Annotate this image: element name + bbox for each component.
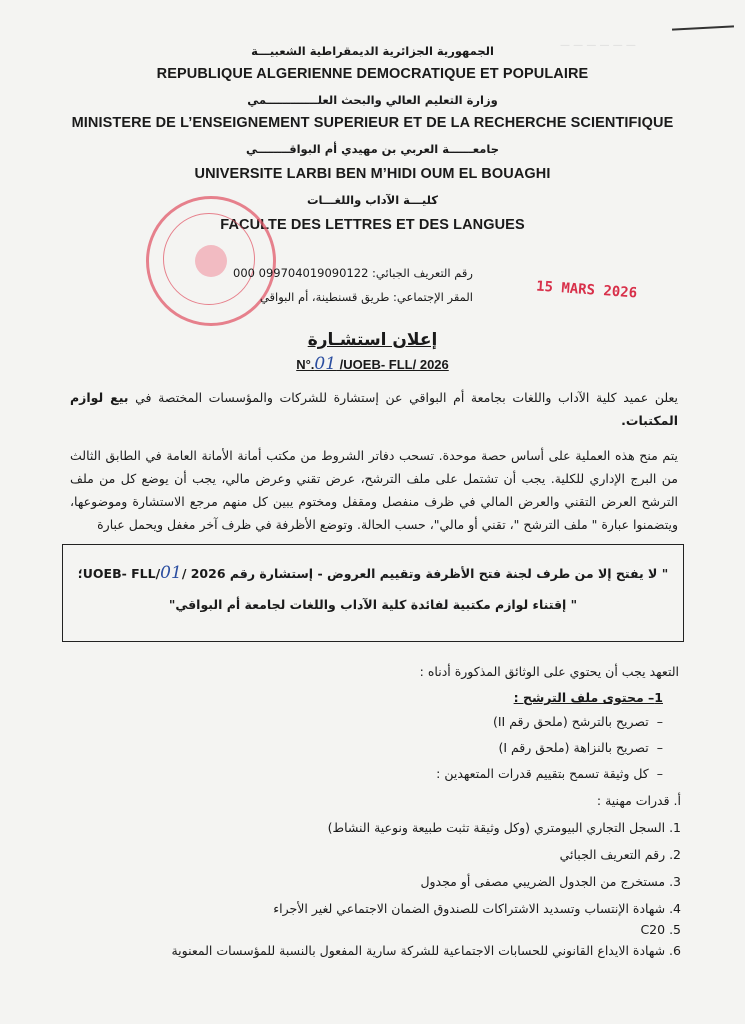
date-stamp: 15 MARS 2026 — [535, 278, 638, 302]
notice-reference — [0, 354, 745, 374]
list-item-text: كل وثيقة تسمح بتقييم قدرات المتعهدين : — [436, 766, 649, 781]
list-item-text: تصريح بالترشح (ملحق رقم II) — [492, 714, 649, 729]
envelope-handwritten-number: 01 — [160, 563, 182, 583]
pen-mark — [672, 25, 734, 30]
bleed-through: — — — — — — — [560, 40, 636, 51]
header-fr-faculty: FACULTE DES LETTRES ET DES LANGUES — [220, 217, 525, 233]
header-ar-republic: الجمهورية الجزائرية الديمقراطية الشعبيـــة — [251, 44, 494, 58]
envelope-line-2: " إقتناء لوازم مكتبية لفائدة كلية الآداب واللغات لجامعة أم البواقي" — [168, 597, 578, 612]
address-line: المقر الإجتماعي: طريق قسنطينة، أم البواقي — [259, 290, 473, 304]
list-item: –تصريح بالترشح (ملحق رقم II) — [492, 714, 663, 729]
intro-bold-text: بيع لوازم المكتبات. — [70, 390, 678, 428]
envelope-label-box — [62, 544, 684, 642]
envelope-line-1 — [73, 563, 673, 583]
tax-id-line: رقم التعريف الجبائي: 099704019090122 000 — [233, 266, 473, 280]
header-fr-university: UNIVERSITE LARBI BEN M’HIDI OUM EL BOUAGHI — [194, 166, 551, 182]
section-1-heading: 1– محتوى ملف الترشح : — [513, 690, 663, 705]
stamp-emblem — [195, 245, 227, 277]
official-round-stamp — [146, 196, 276, 326]
list-item: 6. شهادة الايداع القانوني للحسابات الاجتماعية للشركة سارية المفعول بالنسبة للمؤسسات المعنوية — [171, 943, 681, 958]
list-item: 3. مستخرج من الجدول الضريبي مصفى أو مجدول — [420, 874, 681, 889]
header-fr-republic: REPUBLIQUE ALGERIENNE DEMOCRATIQUE ET POPULAIRE — [156, 66, 589, 82]
sub-heading-professional: أ. قدرات مهنية : — [596, 793, 681, 808]
intro-paragraph — [70, 386, 678, 432]
envelope-line-1-end: ؛ — [77, 566, 83, 581]
envelope-line-1-text: " لا يفتح إلا من طرف لجنة فتح الأظرفة وتقييم العروض - إستشارة رقم 2026 /UOEB- FLL/ — [82, 566, 669, 581]
header-fr-ministry: MINISTERE DE L’ENSEIGNEMENT SUPERIEUR ET DE LA RECHERCHE SCIENTIFIQUE — [71, 115, 674, 131]
conditions-paragraph: يتم منح هذه العملية على أساس حصة موحدة. تسحب دفاتر الشروط من مكتب أمانة الأمانة العامة في الطابق الثالث من البرج الإداري للكلية. يجب أن تشتمل على ملف الترشح، عرض تقني وعرض مالي، يجب أن يوضع كل من ملف الترشح العرض التقني والعرض المالي في ظرف منفصل ومقفل ومختوم يبين كل منهم مرجع الاستشارة وموضوعها، ويتضمنوا عبارة " ملف الترشح "، تقني أو مالي"، حسب الحالة. وتوضع الأظرفة في ظرف آخر مغفل ويحمل عبارة — [70, 448, 678, 532]
list-item-text: تصريح بالنزاهة (ملحق رقم I) — [498, 740, 649, 755]
notice-title: إعلان استشـارة — [307, 330, 438, 350]
list-item: –كل وثيقة تسمح بتقييم قدرات المتعهدين : — [436, 766, 663, 781]
list-item: 5. C20 — [640, 922, 681, 937]
ref-suffix: /UOEB- FLL/ 2026 — [336, 357, 449, 372]
ref-prefix: N°. — [296, 357, 315, 372]
intro-text: يعلن عميد كلية الآداب واللغات بجامعة أم البواقي عن إستشارة للشركات والمؤسسات المختصة في — [135, 390, 678, 405]
list-item: 4. شهادة الإنتساب وتسديد الاشتراكات للصندوق الضمان الاجتماعي لغير الأجراء — [273, 901, 681, 916]
header-ar-ministry: وزارة التعليم العالي والبحث العلـــــــــــــمي — [247, 93, 498, 107]
list-item: –تصريح بالنزاهة (ملحق رقم I) — [498, 740, 663, 755]
list-item: 2. رقم التعريف الجبائي — [559, 847, 681, 862]
header-ar-faculty: كليـــة الآداب واللغـــات — [306, 193, 438, 207]
commitment-lead: التعهد يجب أن يحتوي على الوثائق المذكورة أدناه : — [419, 664, 679, 679]
ref-handwritten-number: 01 — [314, 354, 337, 374]
list-item: 1. السجل التجاري البيومتري (وكل وثيقة تثبت طبيعة ونوعية النشاط) — [327, 820, 681, 835]
header-ar-university: جامعــــــة العربي بن مهيدي أم البواقــــــــي — [246, 142, 499, 156]
